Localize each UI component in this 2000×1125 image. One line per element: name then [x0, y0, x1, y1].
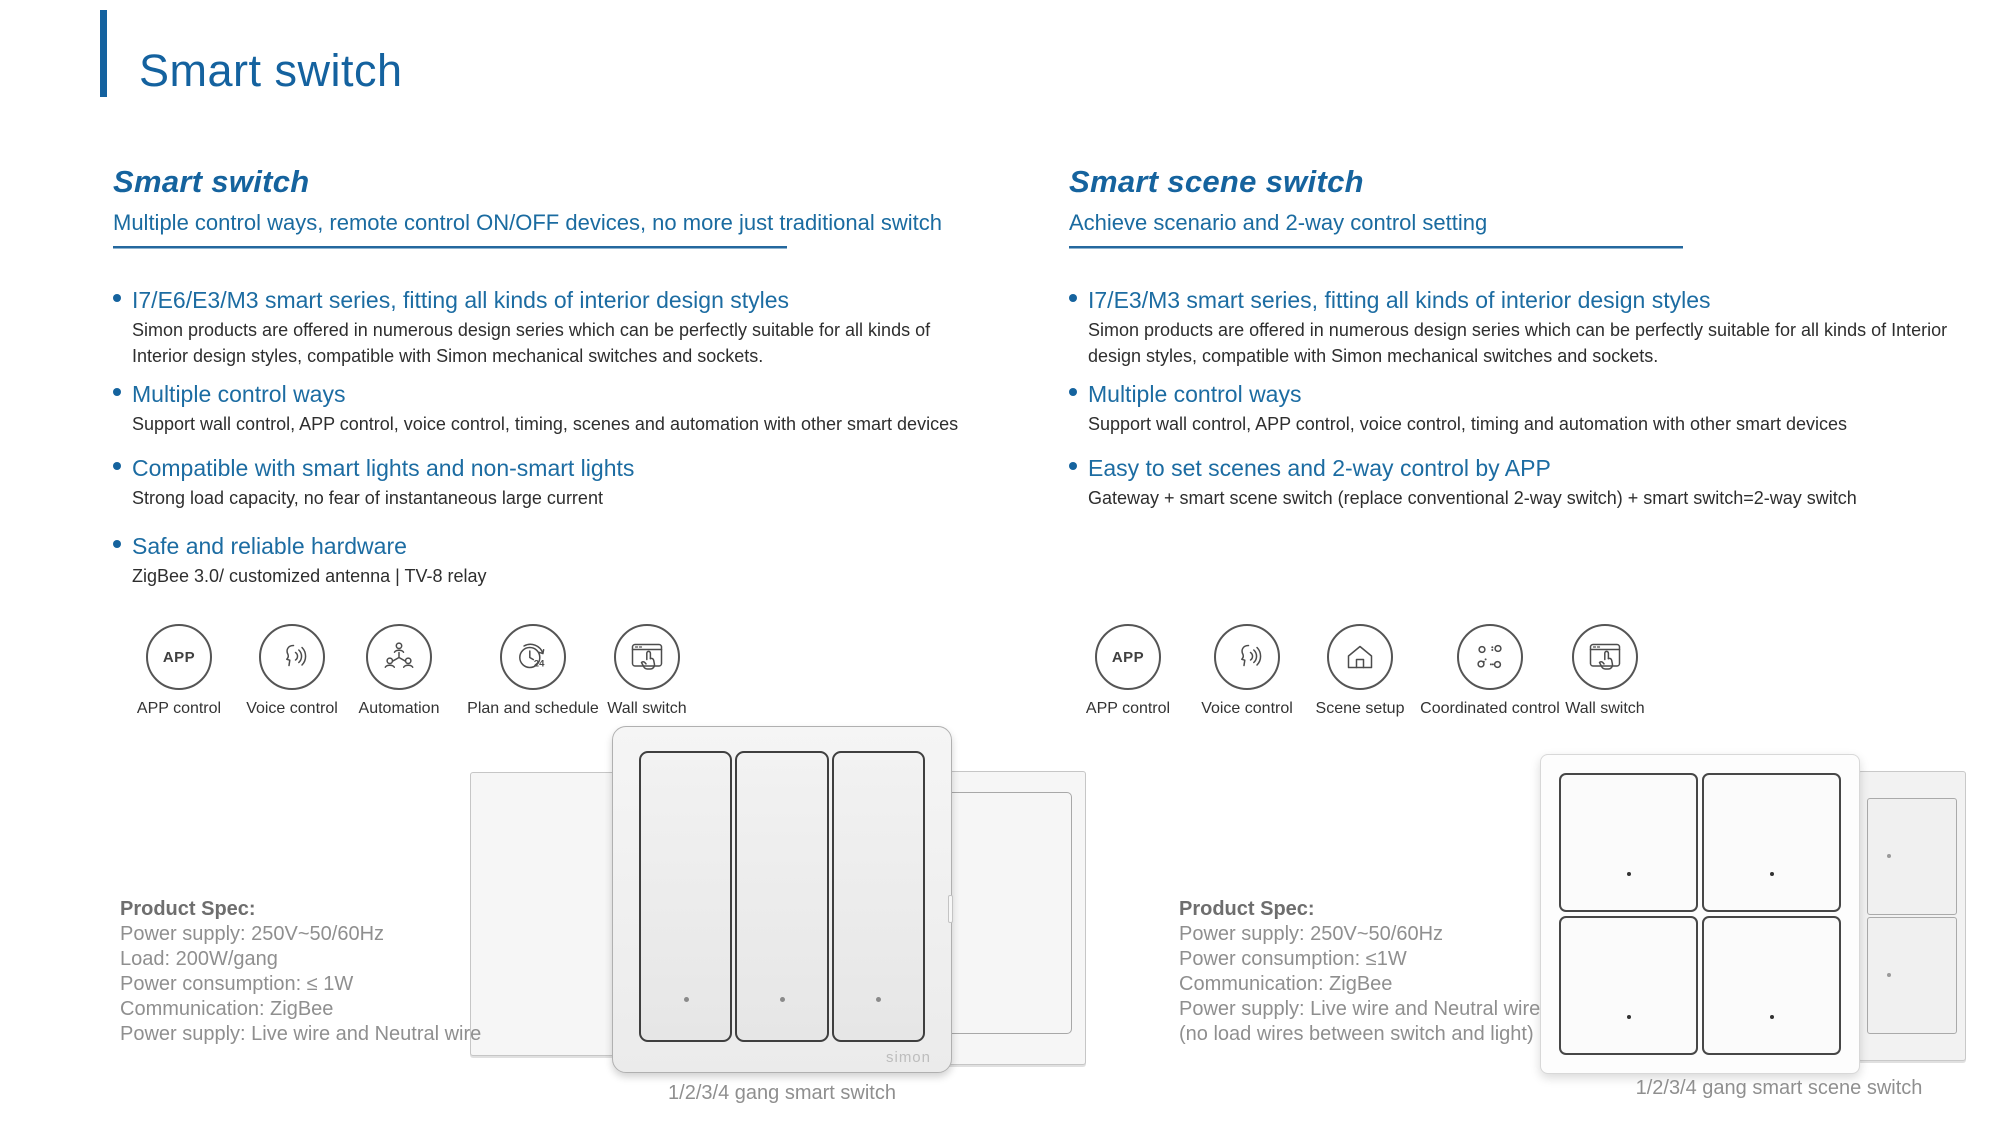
bullet-title: I7/E3/M3 smart series, fitting all kinds of interior design styles — [1088, 287, 1711, 313]
page-title: Smart switch — [139, 45, 403, 96]
spec-line: Power supply: 250V~50/60Hz — [120, 923, 385, 945]
indicator-dot — [1887, 973, 1891, 977]
feature-wall-switch — [1520, 624, 1690, 718]
wall-switch-icon — [1572, 624, 1638, 690]
bullet-body: Simon products are offered in numerous design series which can be perfectly suitable for all kinds of Interior design styles, compatible with Simon mechanical switches and sockets. — [132, 320, 931, 366]
button-grid — [1559, 773, 1841, 1055]
feature-label: Scene setup — [1315, 700, 1405, 717]
scene-button — [1702, 916, 1841, 1055]
feature-label: Wall switch — [1565, 700, 1645, 717]
feature-bullet-list — [1069, 285, 1984, 511]
indicator-dot — [780, 997, 785, 1002]
indicator-dot — [1770, 1015, 1774, 1019]
rocker-button — [735, 751, 828, 1042]
smart-switch-section — [113, 163, 1013, 599]
bullet-dot — [113, 294, 121, 302]
rocker-button — [832, 751, 925, 1042]
indicator-dot — [1627, 1015, 1631, 1019]
bullet-dot — [113, 388, 121, 396]
bullet-item — [1069, 285, 1984, 369]
scene-button — [1867, 917, 1957, 1034]
indicator-dot — [876, 997, 881, 1002]
app-icon-text: APP — [1111, 648, 1145, 666]
indicator-dot — [1887, 854, 1891, 858]
feature-bullet-list — [113, 285, 1013, 589]
feature-label: Automation — [358, 700, 440, 717]
spec-line: Power supply: 250V~50/60Hz — [1179, 923, 1444, 945]
bullet-body: Simon products are offered in numerous design series which can be perfectly suitable for all kinds of Interior design styles, compatible with Simon mechanical switches and sockets. — [1088, 320, 1948, 366]
simon-logo: simon — [885, 1049, 931, 1066]
title-accent-bar — [100, 10, 107, 97]
spec-line: Communication: ZigBee — [120, 998, 334, 1020]
bullet-item — [113, 531, 1013, 589]
section-subtitle: Achieve scenario and 2-way control setting — [1069, 210, 1488, 235]
section-divider — [1069, 246, 1683, 249]
rocker-button — [639, 751, 732, 1042]
scene-button — [1867, 798, 1957, 915]
feature-label: Plan and schedule — [467, 700, 599, 717]
product-caption: 1/2/3/4 gang smart switch — [668, 1082, 896, 1104]
feature-label: Voice control — [1201, 700, 1293, 717]
spec-line: Power supply: Live wire and Neutral wire — [1179, 998, 1541, 1020]
spec-title: Product Spec: — [1179, 898, 1315, 920]
bullet-title: Multiple control ways — [1088, 381, 1302, 407]
spec-line: Communication: ZigBee — [1179, 973, 1393, 995]
bullet-item — [113, 285, 1013, 369]
indicator-dot — [1770, 872, 1774, 876]
bullet-body: ZigBee 3.0/ customized antenna | TV-8 relay — [132, 566, 487, 586]
feature-wall-switch — [562, 624, 732, 718]
feature-label: APP control — [1085, 700, 1171, 717]
bullet-dot — [1069, 388, 1077, 396]
product-spec — [120, 897, 481, 1047]
spec-title: Product Spec: — [120, 898, 256, 920]
feature-label: Wall switch — [607, 700, 687, 717]
app-icon — [146, 624, 212, 690]
feature-label: Coordinated control — [1420, 700, 1560, 717]
feature-label: Voice control — [246, 700, 338, 717]
schedule-icon — [500, 624, 566, 690]
bullet-item — [1069, 453, 1984, 511]
spec-line: Load: 200W/gang — [120, 948, 278, 970]
bullet-title: Easy to set scenes and 2-way control by APP — [1088, 455, 1551, 481]
bullet-body: Support wall control, APP control, voice control, timing, scenes and automation with other smart devices — [132, 414, 959, 434]
scene-button — [1702, 773, 1841, 912]
three-gang-smart-switch-image — [612, 726, 952, 1073]
bullet-body: Strong load capacity, no fear of instantaneous large current — [132, 488, 603, 508]
four-gang-scene-switch-image — [1540, 754, 1860, 1074]
spec-line: Power consumption: ≤ 1W — [120, 973, 354, 995]
bullet-item — [113, 453, 1013, 511]
section-divider — [113, 246, 787, 249]
wall-switch-icon — [614, 624, 680, 690]
bullet-title: Safe and reliable hardware — [132, 533, 407, 559]
product-caption: 1/2/3/4 gang smart scene switch — [1635, 1077, 1923, 1099]
bullet-dot — [113, 540, 121, 548]
coordinated-icon — [1457, 624, 1523, 690]
smart-scene-switch-section — [1069, 163, 1984, 521]
bullet-title: Compatible with smart lights and non-smart lights — [132, 455, 635, 481]
frame-notch — [948, 895, 953, 923]
rocker-group — [639, 751, 925, 1042]
bullet-body: Gateway + smart scene switch (replace conventional 2-way switch) + smart switch=2-way switch — [1088, 488, 1857, 508]
section-heading: Smart switch — [113, 164, 310, 199]
app-icon — [1095, 624, 1161, 690]
bullet-dot — [1069, 294, 1077, 302]
button-group — [1867, 798, 1957, 1034]
bullet-body: Support wall control, APP control, voice control, timing and automation with other smart devices — [1088, 414, 1848, 434]
product-spec — [1179, 897, 1540, 1047]
feature-label: APP control — [136, 700, 222, 717]
spec-line: Power supply: Live wire and Neutral wire — [120, 1023, 482, 1045]
app-icon-text: APP — [162, 648, 196, 666]
house-icon — [1327, 624, 1393, 690]
two-gang-scene-switch-image — [1858, 771, 1966, 1061]
automation-icon — [366, 624, 432, 690]
indicator-dot — [1627, 872, 1631, 876]
indicator-dot — [684, 997, 689, 1002]
bullet-dot — [113, 462, 121, 470]
voice-icon — [1214, 624, 1280, 690]
scene-button — [1559, 916, 1698, 1055]
scene-button — [1559, 773, 1698, 912]
bullet-item — [1069, 379, 1984, 437]
section-subtitle: Multiple control ways, remote control ON/OFF devices, no more just traditional switch — [113, 210, 942, 235]
bullet-item — [113, 379, 1013, 437]
bullet-title: Multiple control ways — [132, 381, 346, 407]
schedule-24-badge: 24 — [533, 658, 545, 670]
spec-line: (no load wires between switch and light) — [1179, 1023, 1534, 1045]
bullet-title: I7/E6/E3/M3 smart series, fitting all kinds of interior design styles — [132, 287, 790, 313]
bullet-dot — [1069, 462, 1077, 470]
spec-line: Power consumption: ≤1W — [1179, 948, 1407, 970]
section-heading: Smart scene switch — [1069, 164, 1364, 199]
